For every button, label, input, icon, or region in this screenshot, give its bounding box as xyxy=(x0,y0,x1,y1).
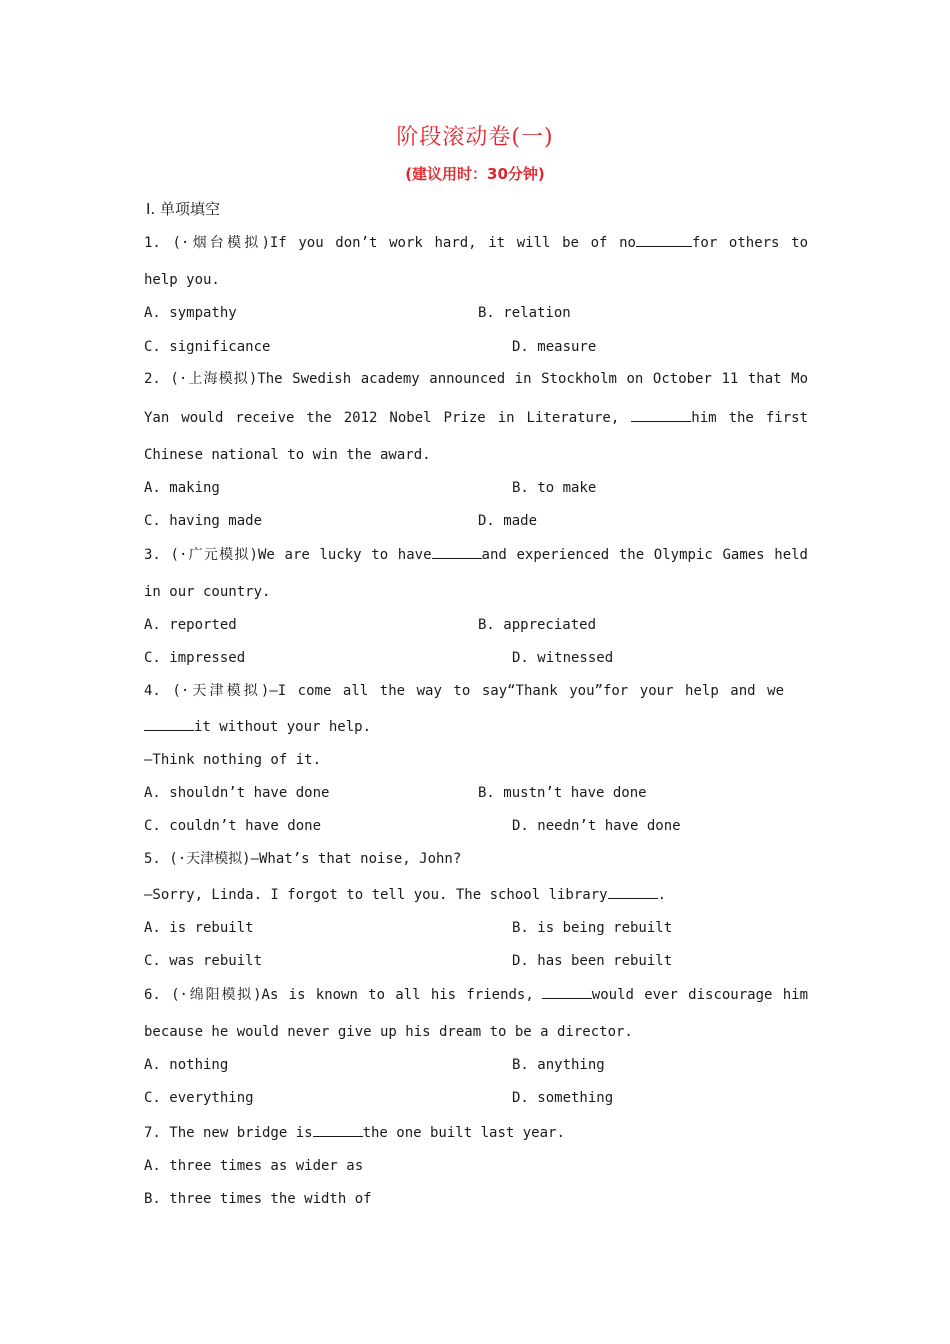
question-5-line-2: —Sorry, Linda. I forgot to tell you. The school library . xyxy=(144,884,808,905)
option-a: A. sympathy xyxy=(144,305,237,321)
question-2-line-2: Yan would receive the 2012 Nobel Prize in Literature, him the first xyxy=(144,407,808,428)
page-subtitle: (建议用时：30分钟) xyxy=(405,165,545,183)
option-a: A. is rebuilt xyxy=(144,920,254,936)
question-2-line-1: 2. (·上海模拟)The Swedish academy announced in Stockholm on October 11 that Mo xyxy=(144,371,808,387)
option-b: B. appreciated xyxy=(478,617,597,633)
option-b: B. to make xyxy=(512,480,597,496)
answer-blank xyxy=(631,407,691,422)
question-7-line-1: 7. The new bridge is the one built last year. xyxy=(144,1122,808,1143)
option-b: B. relation xyxy=(478,305,571,321)
question-4-line-2: it without your help. xyxy=(144,716,808,737)
question-4-line-1: 4. (·天津模拟)—I come all the way to say“Thank you”for your help and we xyxy=(144,683,784,699)
option-a: A. shouldn’t have done xyxy=(144,785,330,801)
answer-blank xyxy=(636,232,692,247)
option-c: C. impressed xyxy=(144,650,246,666)
question-6-line-2: because he would never give up his dream to be a director. xyxy=(144,1024,633,1040)
option-a: A. making xyxy=(144,480,220,496)
option-a: A. nothing xyxy=(144,1057,229,1073)
option-c: C. was rebuilt xyxy=(144,953,263,969)
question-6-line-1: 6. (·绵阳模拟)As is known to all his friends, would ever discourage him xyxy=(144,984,808,1005)
question-1-line-2: help you. xyxy=(144,272,220,288)
option-c: C. having made xyxy=(144,513,263,529)
question-1-line-1: 1. (·烟台模拟)If you don’t work hard, it will be of no for others to xyxy=(144,232,808,253)
question-3-line-2: in our country. xyxy=(144,584,271,600)
answer-blank xyxy=(608,884,658,899)
option-b: B. anything xyxy=(512,1057,605,1073)
question-2-line-3: Chinese national to win the award. xyxy=(144,447,431,463)
option-c: C. couldn’t have done xyxy=(144,818,322,834)
option-d: D. made xyxy=(478,513,538,529)
option-a: A. three times as wider as xyxy=(144,1158,364,1174)
page-title: 阶段滚动卷(一) xyxy=(396,125,554,150)
option-b: B. is being rebuilt xyxy=(512,920,673,936)
option-d: D. measure xyxy=(512,339,597,355)
answer-blank xyxy=(144,716,194,731)
question-4-line-3: —Think nothing of it. xyxy=(144,752,322,768)
option-d: D. has been rebuilt xyxy=(512,953,673,969)
answer-blank xyxy=(313,1122,363,1137)
section-heading: Ⅰ. 单项填空 xyxy=(146,200,220,218)
question-5-line-1: 5. (·天津模拟)—What’s that noise, John? xyxy=(144,851,462,867)
option-d: D. needn’t have done xyxy=(512,818,681,834)
answer-blank xyxy=(432,544,482,559)
option-d: D. something xyxy=(512,1090,614,1106)
option-b: B. three times the width of xyxy=(144,1191,372,1207)
option-c: C. everything xyxy=(144,1090,254,1106)
option-a: A. reported xyxy=(144,617,237,633)
option-c: C. significance xyxy=(144,339,271,355)
option-d: D. witnessed xyxy=(512,650,614,666)
question-3-line-1: 3. (·广元模拟)We are lucky to have and experienced the Olympic Games held xyxy=(144,544,808,565)
answer-blank xyxy=(542,984,592,999)
option-b: B. mustn’t have done xyxy=(478,785,647,801)
